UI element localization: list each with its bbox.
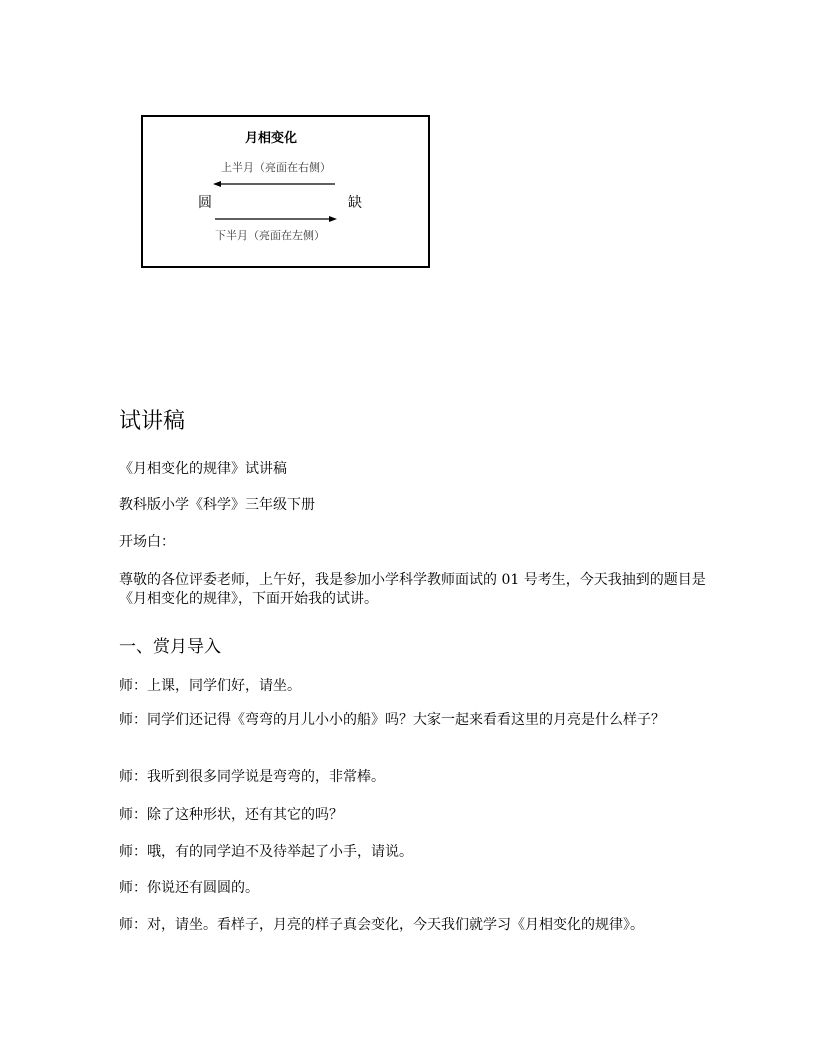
moon-phase-diagram [141,115,430,268]
upper-arrowhead [213,181,221,187]
full-label: 圆 [198,195,212,211]
diagram-title: 月相变化 [245,131,298,146]
lower-arrowhead [329,216,337,222]
opening-heading: 开场白： [119,534,175,550]
document-title: 试讲稿 [119,409,186,434]
lower-half-label: 下半月（亮面在左侧） [215,229,325,242]
dialogue-line: 师：上课，同学们好，请坐。 [119,678,301,694]
upper-half-label: 上半月（亮面在右侧） [221,161,331,174]
dialogue-line: 师：你说还有圆圆的。 [119,880,259,896]
section-heading: 一、赏月导入 [119,637,221,657]
dialogue-line: 师：对，请坐。看样子，月亮的样子真会变化，今天我们就学习《月相变化的规律》。 [119,917,644,933]
dialogue-line: 师：除了这种形状，还有其它的吗？ [119,807,343,823]
dialogue-line: 师：哦，有的同学迫不及待举起了小手，请说。 [119,844,413,860]
dialogue-line: 师：我听到很多同学说是弯弯的，非常棒。 [119,769,385,785]
dialogue-line: 师：同学们还记得《弯弯的月儿小小的船》吗？大家一起来看看这里的月亮是什么样子？ [119,712,665,728]
opening-paragraph: 尊敬的各位评委老师，上午好，我是参加小学科学教师面试的 01 号考生，今天我抽到的题目是《月相变化的规律》，下面开始我的试讲。 [119,572,706,607]
textbook-info: 教科版小学《科学》三年级下册 [119,497,315,513]
lesson-title: 《月相变化的规律》试讲稿 [119,461,287,477]
waning-label: 缺 [348,195,362,211]
